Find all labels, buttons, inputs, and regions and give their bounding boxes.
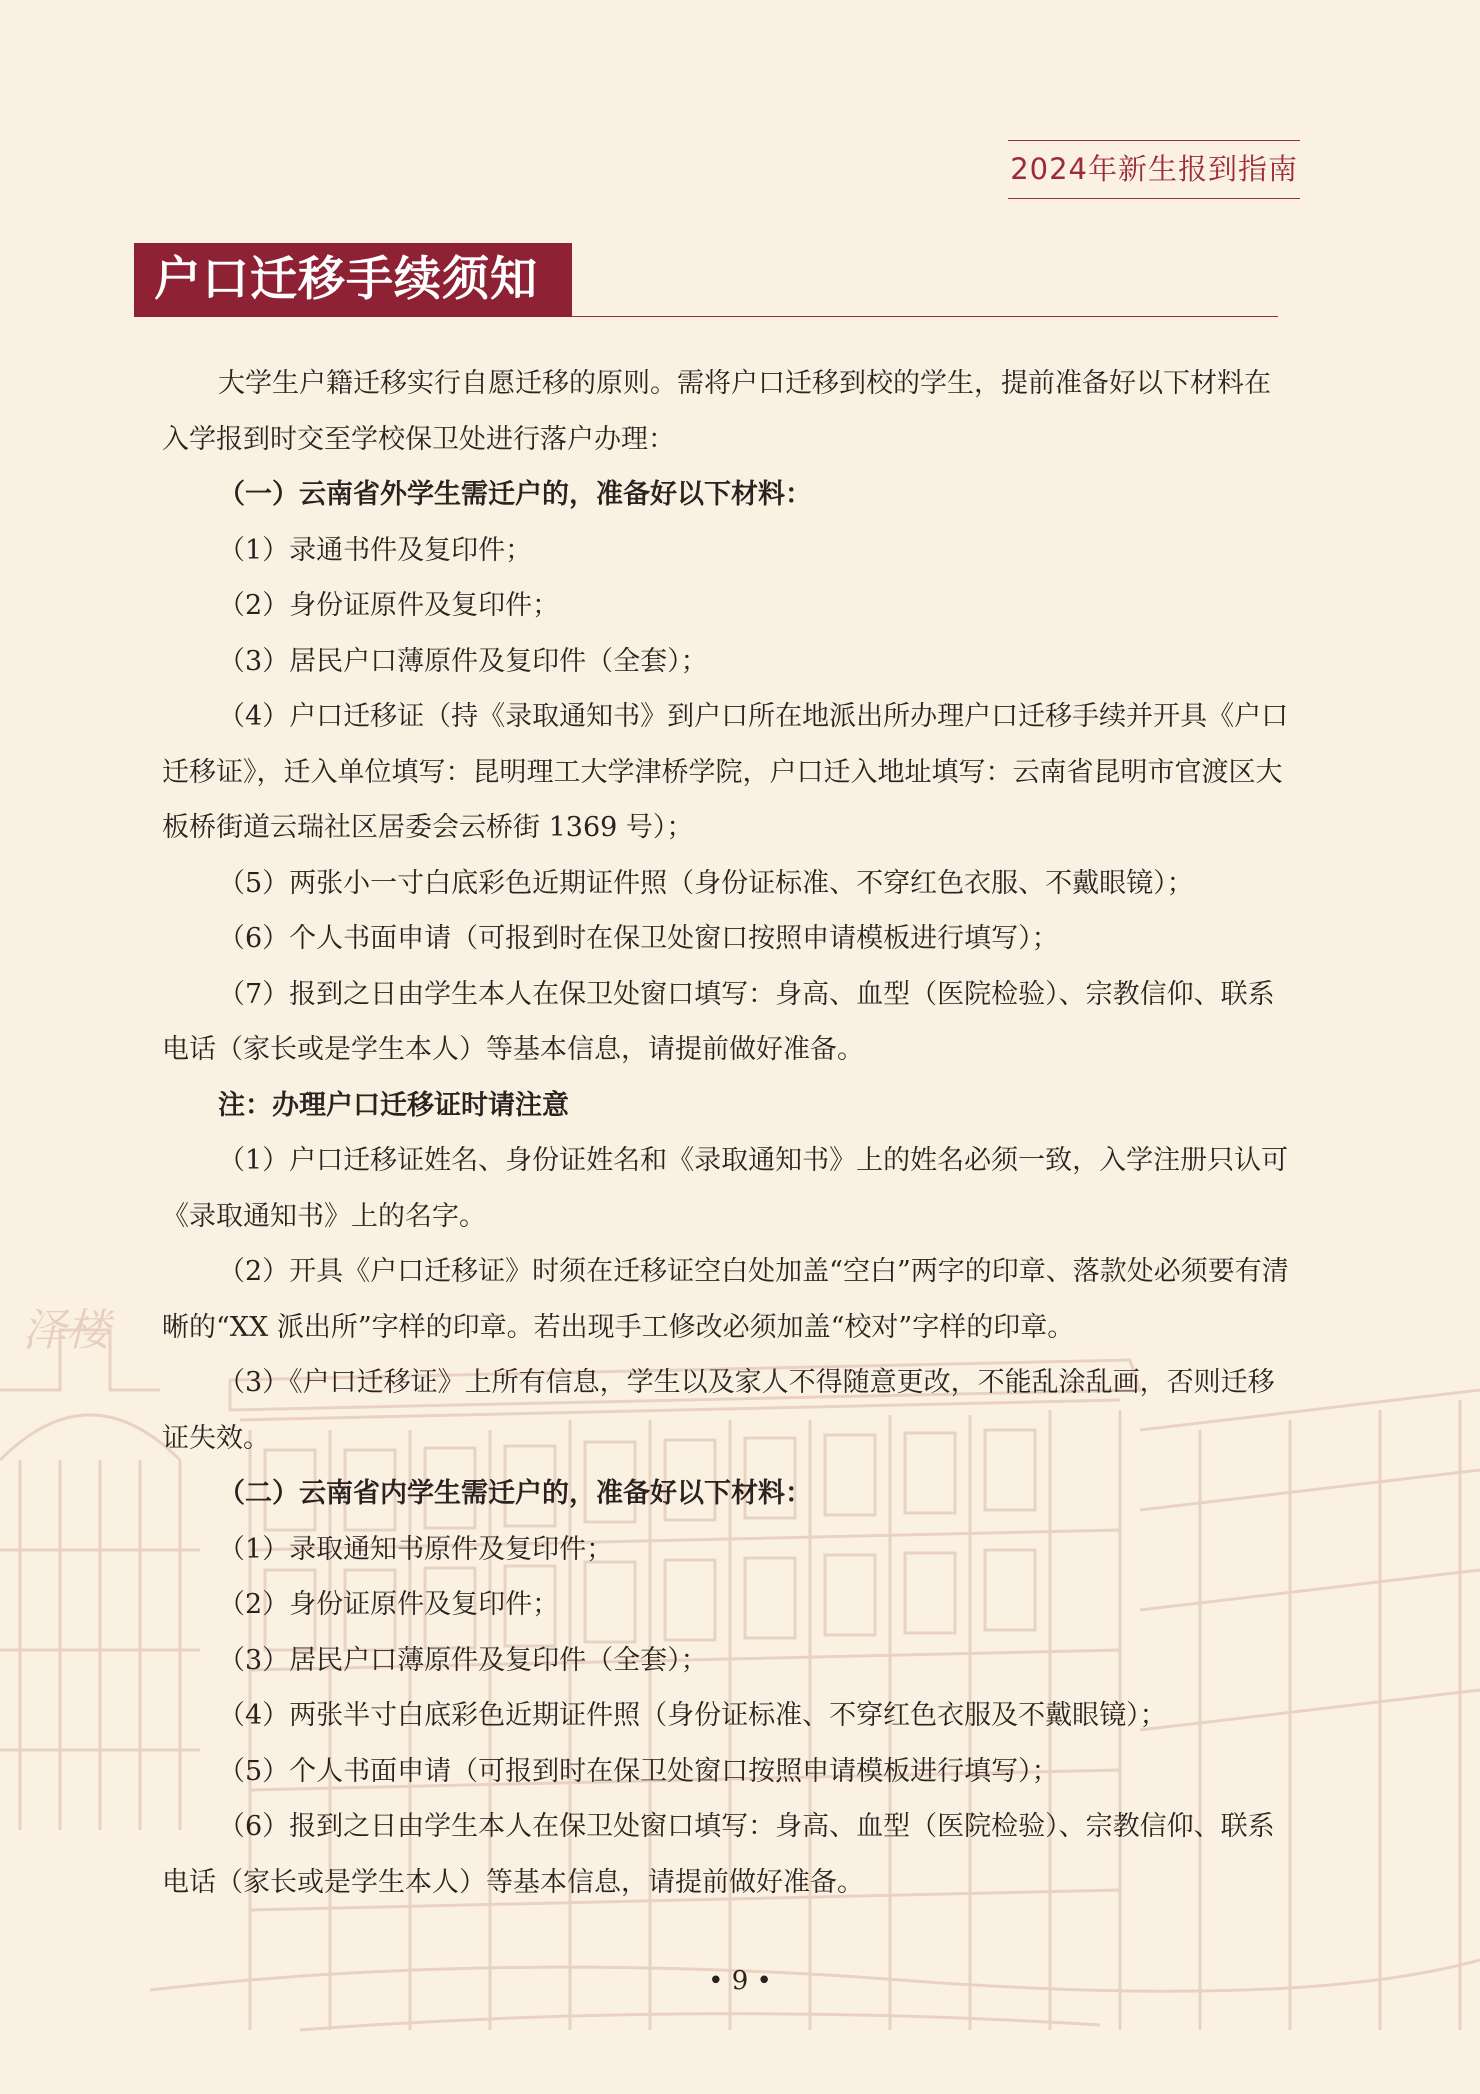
list-item: （4）户口迁移证（持《录取通知书》到户口所在地派出所办理户口迁移手续并开具《户口迁移证》，迁入单位填写：昆明理工大学津桥学院，户口迁入地址填写：云南省昆明市官渡区大板桥街道云瑞社区居委会云桥街 1369 号）； [162,701,1289,843]
in-province-heading: （二）云南省内学生需迁户的，准备好以下材料： [218,1478,812,1509]
list-item: （3）居民户口薄原件及复印件（全套）； [218,645,708,677]
calligraphy-watermark: 泽楼 [22,1305,110,1356]
list-item: （5）两张小一寸白底彩色近期证件照（身份证标准、不穿红色衣服、不戴眼镜）； [218,867,1194,899]
list-item: （1）录通书件及复印件； [218,534,533,566]
list-item: （2）身份证原件及复印件； [218,1589,560,1620]
page-number: • 9 • [708,1966,772,1996]
list-item: （7）报到之日由学生本人在保卫处窗口填写：身高、血型（医院检验）、宗教信仰、联系电话（家长或是学生本人）等基本信息，请提前做好准备。 [162,978,1275,1065]
document-body [162,356,1294,1910]
section-title-banner: 户口迁移手续须知 [134,243,572,317]
list-item: （1）录取通知书原件及复印件； [218,1533,614,1565]
out-province-heading: （一）云南省外学生需迁户的，准备好以下材料： [218,479,812,510]
note-heading: 注：办理户口迁移证时请注意 [218,1089,569,1121]
list-item: （4）两张半寸白底彩色近期证件照（身份证标准、不穿红色衣服及不戴眼镜）； [218,1700,1167,1731]
list-item: （3）居民户口薄原件及复印件（全套）； [218,1644,708,1676]
list-item: （2）身份证原件及复印件； [218,590,560,621]
list-item: （5）个人书面申请（可报到时在保卫处窗口按照申请模板进行填写）； [218,1755,1059,1787]
note-item: （1）户口迁移证姓名、身份证姓名和《录取通知书》上的姓名必须一致，入学注册只认可《录取通知书》上的名字。 [162,1145,1289,1232]
guide-header-title: 2024年新生报到指南 [1008,140,1300,199]
note-item: （2）开具《户口迁移证》时须在迁移证空白处加盖“空白”两字的印章、落款处必须要有清晰的“XX 派出所”字样的印章。若出现手工修改必须加盖“校对”字样的印章。 [162,1256,1289,1343]
list-item: （6）报到之日由学生本人在保卫处窗口填写：身高、血型（医院检验）、宗教信仰、联系电话（家长或是学生本人）等基本信息，请提前做好准备。 [162,1811,1275,1898]
note-item: （3）《户口迁移证》上所有信息，学生以及家人不得随意更改，不能乱涂乱画，否则迁移证失效。 [162,1367,1275,1454]
section-divider [572,316,1278,317]
list-item: （6）个人书面申请（可报到时在保卫处窗口按照申请模板进行填写）； [218,923,1059,954]
intro-paragraph: 大学生户籍迁移实行自愿迁移的原则。需将户口迁移到校的学生，提前准备好以下材料在入学报到时交至学校保卫处进行落户办理： [162,368,1271,455]
